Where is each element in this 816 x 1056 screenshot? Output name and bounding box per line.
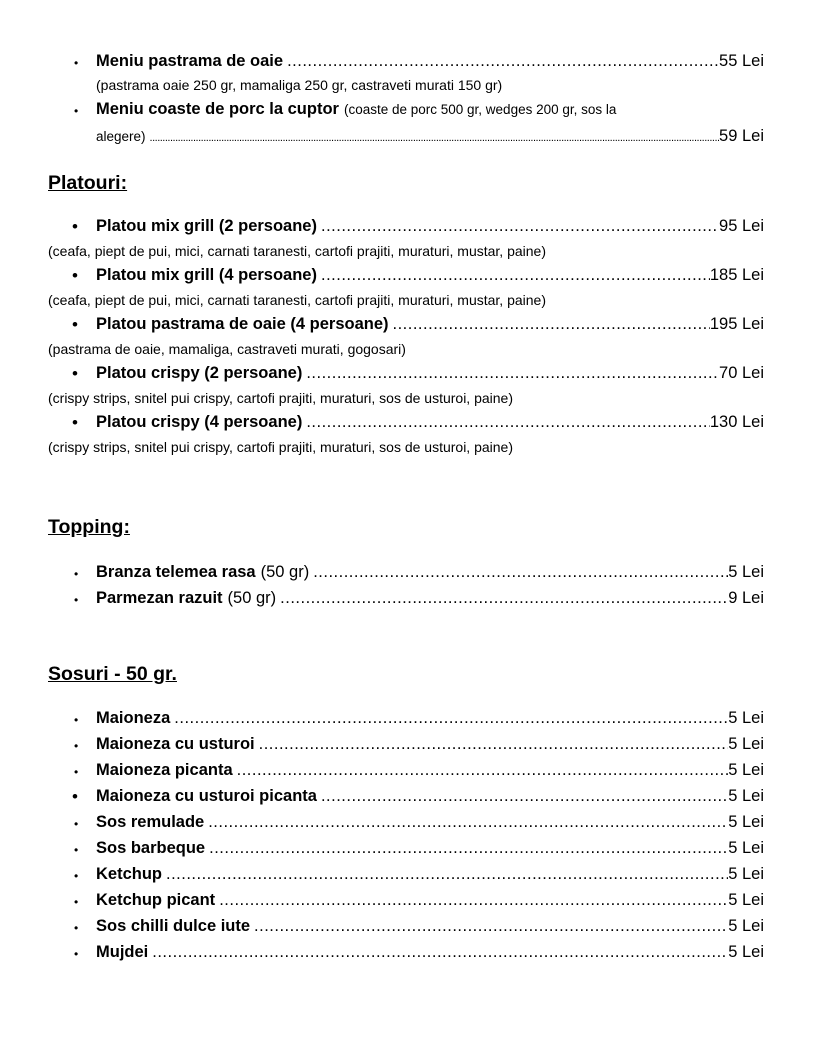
dot-leader <box>209 839 728 858</box>
section-heading-sosuri: Sosuri - 50 gr. <box>48 663 177 685</box>
dot-leader <box>237 761 729 780</box>
bullet: • <box>74 895 79 909</box>
item-name: Meniu pastrama de oaie <box>96 52 284 70</box>
menu-item <box>96 865 764 884</box>
menu-item <box>96 413 764 432</box>
dot-leader <box>166 865 728 884</box>
item-price: 185 Lei <box>709 266 764 284</box>
item-price: 5 Lei <box>728 813 764 831</box>
bullet: • <box>72 413 78 432</box>
menu-item <box>96 839 764 858</box>
menu-item <box>96 315 764 334</box>
item-price: 195 Lei <box>709 315 764 333</box>
item-name: Platou crispy (2 persoane) <box>96 364 303 382</box>
bullet: • <box>72 364 78 383</box>
bullet: • <box>74 713 79 727</box>
dot-leader <box>219 891 728 910</box>
item-price: 5 Lei <box>728 865 764 883</box>
item-price: 5 Lei <box>728 891 764 909</box>
item-description: (pastrama oaie 250 gr, mamaliga 250 gr, castraveti murati 150 gr) <box>96 77 503 93</box>
item-quantity: (50 gr) <box>227 589 277 607</box>
item-name: Mujdei <box>96 943 149 961</box>
menu-item <box>96 52 764 71</box>
item-name: Parmezan razuit <box>96 589 223 607</box>
bullet: • <box>72 217 78 236</box>
item-name: Maioneza <box>96 709 171 727</box>
dot-leader <box>321 787 728 806</box>
menu-item <box>96 761 764 780</box>
item-name: Maioneza cu usturoi picanta <box>96 787 317 805</box>
dot-leader <box>254 917 728 936</box>
menu-item <box>96 709 764 728</box>
bullet: • <box>72 266 78 285</box>
bullet: • <box>74 56 79 70</box>
item-name: Branza telemea rasa <box>96 563 256 581</box>
dot-leader <box>280 589 728 608</box>
item-name: Maioneza picanta <box>96 761 233 779</box>
dot-leader <box>259 735 729 754</box>
dot-leader <box>321 217 719 236</box>
item-price: 5 Lei <box>728 787 764 805</box>
section-heading-platouri: Platouri: <box>48 172 128 194</box>
dot-leader <box>306 364 719 383</box>
dot-leader <box>287 52 719 71</box>
item-name: Maioneza cu usturoi <box>96 735 255 753</box>
dot-leader <box>174 709 728 728</box>
item-name: Platou mix grill (4 persoane) <box>96 266 317 284</box>
bullet: • <box>74 739 79 753</box>
item-description: (ceafa, piept de pui, mici, carnati taranesti, cartofi prajiti, muraturi, mustar, paine) <box>48 292 546 308</box>
dot-leader <box>393 315 710 334</box>
item-inline-note: (coaste de porc 500 gr, wedges 200 gr, sos la <box>343 102 617 117</box>
dot-leader <box>321 266 710 285</box>
item-name: Sos chilli dulce iute <box>96 917 251 935</box>
bullet: • <box>74 947 79 961</box>
menu-item <box>96 217 764 236</box>
bullet: • <box>74 593 79 607</box>
item-price: 95 Lei <box>719 217 764 235</box>
dot-leader <box>306 413 710 432</box>
item-description: (crispy strips, snitel pui crispy, cartofi prajiti, muraturi, sos de usturoi, paine) <box>48 390 514 406</box>
dot-leader <box>152 943 728 962</box>
menu-item <box>96 891 764 910</box>
item-name: Sos remulade <box>96 813 205 831</box>
menu-item-continuation <box>96 127 764 146</box>
dot-leader <box>208 813 728 832</box>
item-price: 5 Lei <box>728 709 764 727</box>
item-description: (crispy strips, snitel pui crispy, cartofi prajiti, muraturi, sos de usturoi, paine) <box>48 439 514 455</box>
item-price: 5 Lei <box>728 563 764 581</box>
item-price: 59 Lei <box>719 127 764 145</box>
item-price: 5 Lei <box>728 943 764 961</box>
item-name: Sos barbeque <box>96 839 206 857</box>
section-heading-topping: Topping: <box>48 516 130 538</box>
item-name: Meniu coaste de porc la cuptor <box>96 100 339 118</box>
bullet: • <box>74 869 79 883</box>
item-continuation: alegere) <box>96 129 146 144</box>
bullet: • <box>74 567 79 581</box>
item-name: Ketchup picant <box>96 891 216 909</box>
menu-item <box>96 787 764 806</box>
menu-item <box>96 735 764 754</box>
item-price: 130 Lei <box>709 413 764 431</box>
item-price: 70 Lei <box>719 364 764 382</box>
item-name: Ketchup <box>96 865 162 883</box>
menu-item <box>96 100 764 119</box>
bullet: • <box>72 787 78 806</box>
item-price: 9 Lei <box>728 589 764 607</box>
item-name: Platou crispy (4 persoane) <box>96 413 303 431</box>
item-price: 5 Lei <box>728 917 764 935</box>
item-description: (ceafa, piept de pui, mici, carnati taranesti, cartofi prajiti, muraturi, mustar, paine) <box>48 243 546 259</box>
item-name: Platou mix grill (2 persoane) <box>96 217 317 235</box>
menu-item <box>96 917 764 936</box>
bullet: • <box>74 921 79 935</box>
bullet: • <box>74 765 79 779</box>
menu-item <box>96 589 764 608</box>
menu-item <box>96 813 764 832</box>
dot-leader <box>313 563 728 582</box>
item-name: Platou pastrama de oaie (4 persoane) <box>96 315 389 333</box>
item-price: 5 Lei <box>728 839 764 857</box>
dot-leader <box>150 132 720 144</box>
item-price: 5 Lei <box>728 761 764 779</box>
item-quantity: (50 gr) <box>260 563 310 581</box>
menu-item <box>96 364 764 383</box>
menu-item <box>96 563 764 582</box>
menu-item <box>96 943 764 962</box>
item-description: (pastrama de oaie, mamaliga, castraveti murati, gogosari) <box>48 341 406 357</box>
bullet: • <box>72 315 78 334</box>
item-price: 55 Lei <box>719 52 764 70</box>
menu-item <box>96 266 764 285</box>
bullet: • <box>74 843 79 857</box>
bullet: • <box>74 104 79 118</box>
item-price: 5 Lei <box>728 735 764 753</box>
bullet: • <box>74 817 79 831</box>
